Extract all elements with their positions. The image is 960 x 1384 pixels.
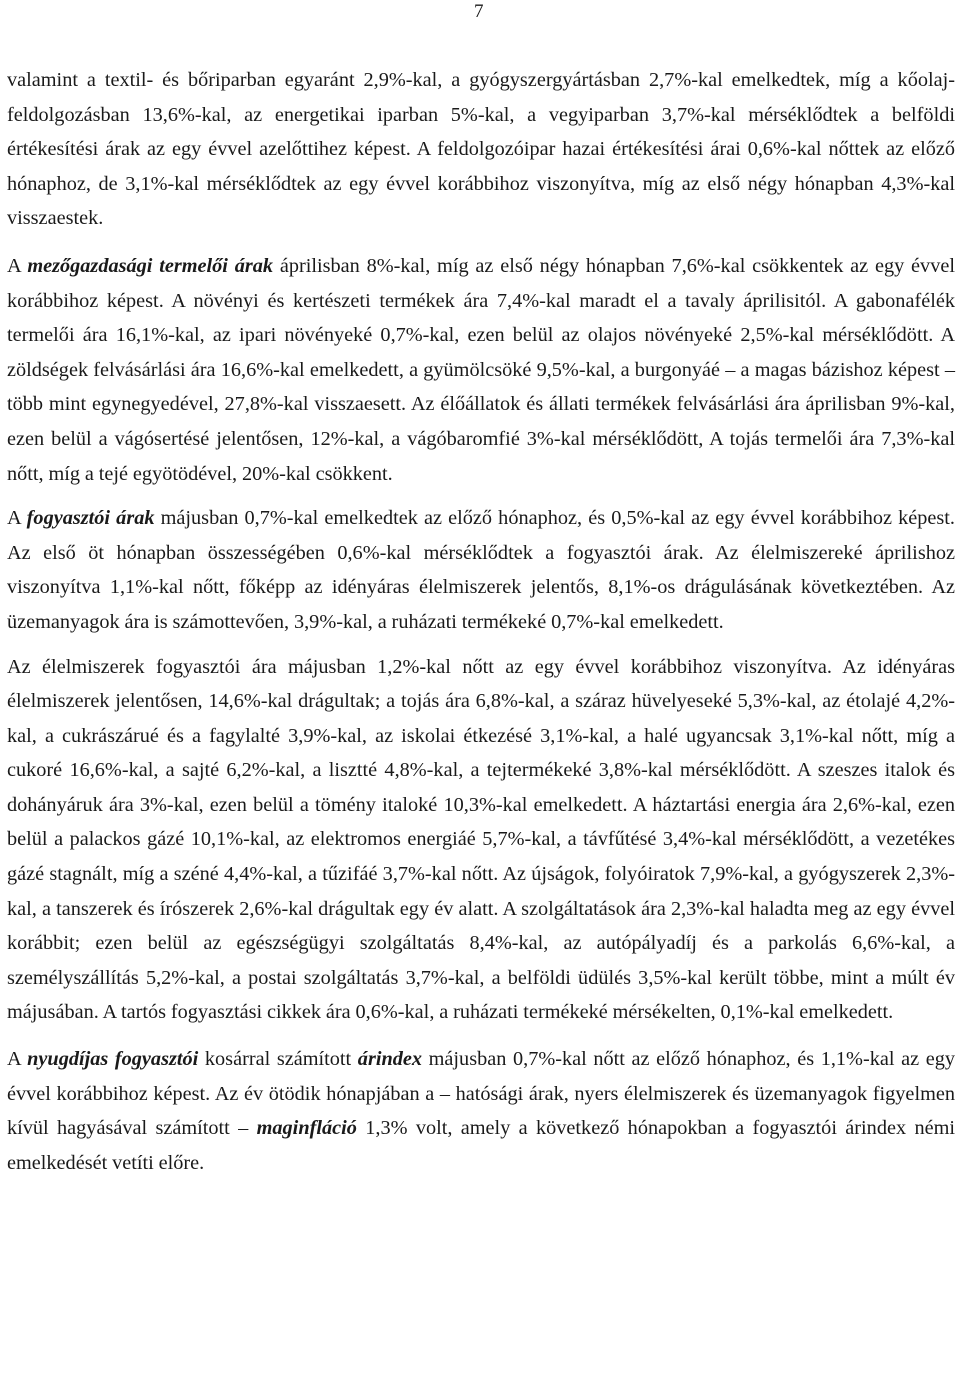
- emphasis-core-inflation: maginfláció: [256, 1117, 357, 1140]
- text-segment: kosárral számított: [198, 1048, 358, 1071]
- text-segment: A: [7, 254, 28, 277]
- paragraph-agricultural-prices: [7, 249, 955, 491]
- text-segment: Az élelmiszerek fogyasztói ára májusban 1,2%-kal nőtt az egy évvel korábbihoz viszonyítva. Az idényáras élelmiszerek jelentősen, 14,6%-kal drágultak; a tojás ára 6,8%-kal, a száraz hüvelyeseké 5,3%-kal, az étolajé 4,2%-kal, a cukrászárué és a fagylalté 3,9%-kal, az iskolai étkezésé 3,1%-kal, a halé ugyancsak 3,1%-kal nőtt, míg a cukoré 16,6%-kal, a sajté 6,2%-kal, a lisztté 4,8%-kal, a tejtermékeké 3,8%-kal mérséklődött. A szeszes italok és dohányáruk ára 3%-kal, ezen belül a tömény italoké 10,3%-kal emelkedett. A háztartási energia ára 2,6%-kal, ezen belül a palackos gázé 10,1%-kal, az elektromos energiáé 5,7%-kal, a távfűtésé 3,4%-kal mérséklődött, a vezetékes gázé stagnált, míg a széné 4,4%-kal, a tűzifáé 3,7%-kal nőtt. Az újságok, folyóiratok 7,9%-kal, a gyógyszerek 2,3%-kal, a tanszerek és írószerek 2,6%-kal drágultak egy év alatt. A szolgáltatások ára 2,3%-kal haladta meg az egy évvel korábbit; ezen belül az egészségügyi szolgáltatás 8,4%-kal, az autópályadíj és a parkolás 6,6%-kal, a személyszállítás 5,2%-kal, a postai szolgáltatás 3,7%-kal, a belföldi üdülés 3,5%-kal került többe, mint a múlt év májusában. A tartós fogyasztási cikkek ára 0,6%-kal, a ruházati termékeké mérsékelten, 0,1%-kal emelkedett.: [7, 655, 955, 1024]
- text-segment: 1,3% volt, amely a következő hónapokban a fogyasztói árindex némi emelkedését vetíti előre.: [7, 1117, 955, 1174]
- emphasis-consumer-prices: fogyasztói árak: [26, 507, 155, 530]
- page-number: 7: [474, 1, 484, 22]
- emphasis-agricultural-producer-prices: mezőgazdasági termelői árak: [27, 254, 274, 277]
- emphasis-price-index: árindex: [357, 1048, 423, 1071]
- text-segment: A: [7, 1048, 28, 1071]
- text-segment: áprilisban 8%-kal, míg az első négy hónapban 7,6%-kal csökkentek az egy évvel korábbihoz képest. A növényi és kertészeti termékek ára 7,4%-kal maradt el a tavaly áprilisitól. A gabonafélék termelői ára 16,1%-kal, az ipari növényeké 0,7%-kal, ezen belül az olajos növényeké 2,5%-kal mérséklődött. A zöldségek felvásárlási ára 16,6%-kal emelkedett, a gyümölcsöké 9,5%-kal, a burgonyáé – a magas bázishoz képest – több mint egynegyedével, 27,8%-kal visszaesett. Az élőállatok és állati termékek felvásárlási ára áprilisban 9%-kal, ezen belül a vágósertésé jelentősen, 12%-kal, a vágóbaromfié 3%-kal mérséklődött, A tojás termelői ára 7,3%-kal nőtt, míg a tejé egyötödével, 20%-kal csökkent.: [7, 254, 955, 485]
- emphasis-pensioner-consumer: nyugdíjas fogyasztói: [27, 1048, 199, 1071]
- text-segment: valamint a textil- és bőriparban egyaránt 2,9%-kal, a gyógyszergyártásban 2,7%-kal emelkedtek, míg a kőolaj-feldolgozásban 13,6%-kal, az energetikai iparban 5%-kal, a vegyiparban 3,7%-kal mérséklődtek a belföldi értékesítési árak az egy évvel azelőttihez képest. A feldolgozóipar hazai értékesítési árai 0,6%-kal nőttek az előző hónaphoz, de 3,1%-kal mérséklődtek az egy évvel korábbihoz viszonyítva, míg az első négy hónapban 4,3%-kal visszaestek.: [7, 69, 955, 230]
- paragraph-industrial-prices: [7, 63, 955, 236]
- text-segment: májusban 0,7%-kal nőtt az előző hónaphoz, és 1,1%-kal az egy évvel korábbihoz képest. Az év ötödik hónapjában a – hatósági árak, nyers élelmiszerek és üzemanyagok figyelmen kívül hagyásával számított –: [7, 1048, 955, 1140]
- paragraph-food-prices: [7, 650, 955, 1031]
- text-segment: A: [7, 507, 27, 530]
- paragraph-consumer-prices: [7, 501, 955, 639]
- document-body: [7, 63, 955, 1180]
- text-segment: májusban 0,7%-kal emelkedtek az előző hónaphoz, és 0,5%-kal az egy évvel korábbihoz képest. Az első öt hónapban összességében 0,6%-kal mérséklődtek a fogyasztói árak. Az élelmiszereké áprilishoz viszonyítva 1,1%-kal nőtt, főképp az idényáras élelmiszerek jelentős, 8,1%-os drágulásának következtében. Az üzemanyagok ára is számottevően, 3,9%-kal, a ruházati termékeké 0,7%-kal emelkedett.: [7, 507, 956, 633]
- paragraph-pensioner-index: [7, 1042, 955, 1180]
